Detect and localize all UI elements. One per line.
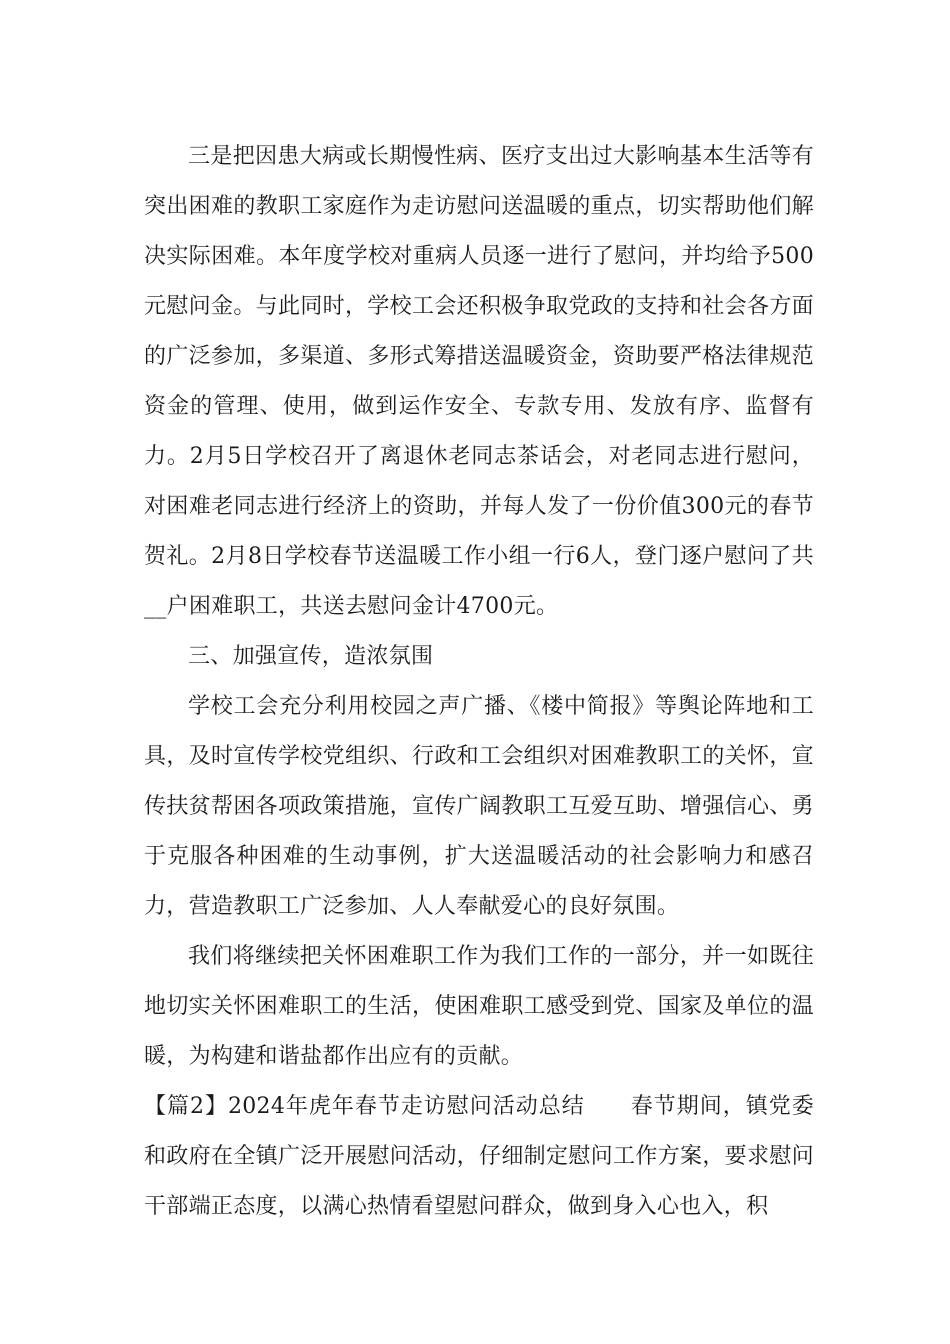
paragraph-article-2-start: 【篇2】2024年虎年春节走访慰问活动总结 春节期间，镇党委和政府在全镇广泛开展慰问活动，仔细制定慰问工作方案，要求慰问干部端正态度，以满心热情看望慰问群众，做到身入心也入，积 [144,1094,814,1219]
section-heading-publicity: 三、加强宣传，造浓氛围 [188,644,434,669]
paragraph-conclusion: 我们将继续把关怀困难职工作为我们工作的一部分，并一如既往地切实关怀困难职工的生活，使困难职工感受到党、国家及单位的温暖，为构建和谐盐都作出应有的贡献。 [144,944,814,1069]
paragraph-publicity: 学校工会充分利用校园之声广播、《楼中简报》等舆论阵地和工具，及时宣传学校党组织、行政和工会组织对困难教职工的关怀，宣传扶贫帮困各项政策措施，宣传广阔教职工互爱互助、增强信心、勇于克服各种困难的生动事例，扩大送温暖活动的社会影响力和感召力，营造教职工广泛参加、人人奉献爱心的良好氛围。 [144,694,814,919]
document-body [144,132,814,1232]
paragraph-condolence-focus: 三是把因患大病或长期慢性病、医疗支出过大影响基本生活等有突出困难的教职工家庭作为走访慰问送温暖的重点，切实帮助他们解决实际困难。本年度学校对重病人员逐一进行了慰问，并均给予500元慰问金。与此同时，学校工会还积极争取党政的支持和社会各方面的广泛参加，多渠道、多形式筹措送温暖资金，资助要严格法律规范资金的管理、使用，做到运作安全、专款专用、发放有序、监督有力。2月5日学校召开了离退休老同志茶话会，对老同志进行慰问，对困难老同志进行经济上的资助，并每人发了一份价值300元的春节贺礼。2月8日学校春节送温暖工作小组一行6人，登门逐户慰问了共__户困难职工，共送去慰问金计4700元。 [144,144,814,619]
